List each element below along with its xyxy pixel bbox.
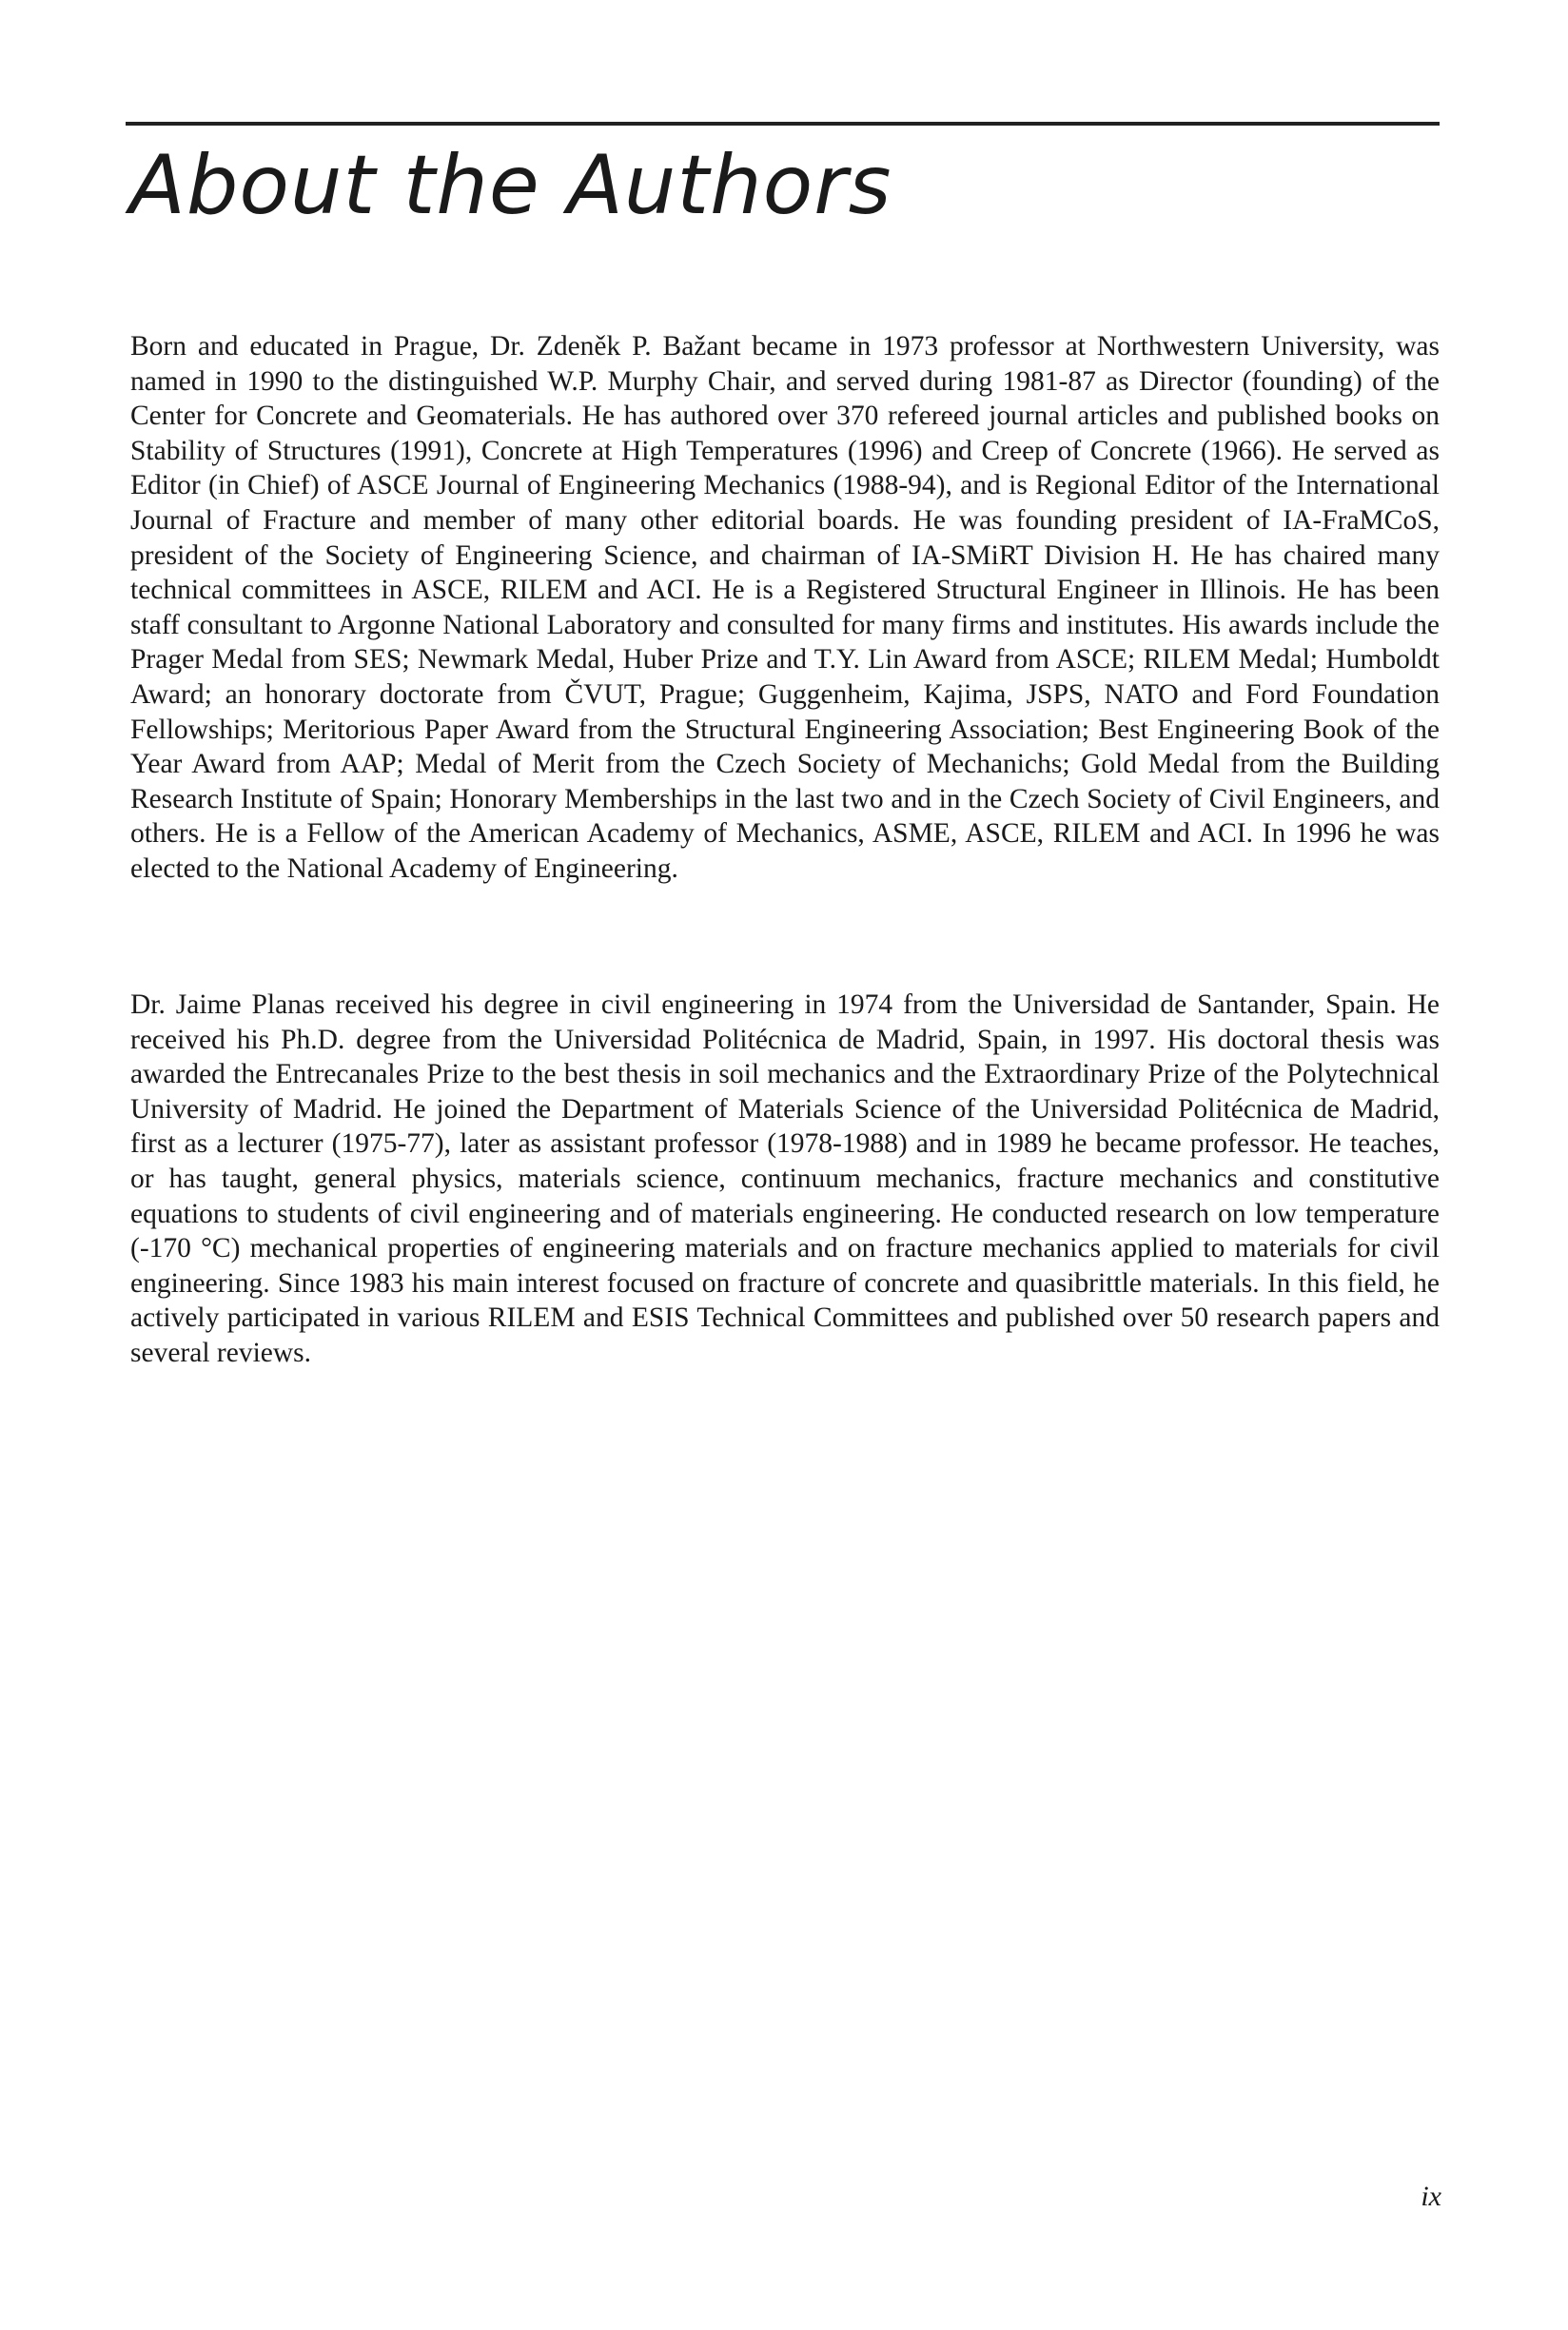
author-bio-planas: Dr. Jaime Planas received his degree in civil engineering in 1974 from the Universidad de Santander, Spain. He received his Ph.D. degree from the Universidad Politécnica de Madrid, Spain, in 1997. His doctoral thesis was awarded the Entrecanales Prize to the best thesis in soil mechanics and the Extraordinary Prize of the Polytechnical University of Madrid. He joined the Department of Materials Science of the Universidad Politécnica de Madrid, first as a lecturer (1975-77), later as assistant professor (1978-1988) and in 1989 he became professor. He teaches, or has taught, general physics, materials science, continuum mechanics, fracture mechanics and constitutive equations to students of civil engineering and of materials engineering. He conducted research on low temperature (-170 °C) mechanical properties of engineering materials and on fracture mechanics applied to materials for civil engineering. Since 1983 his main interest focused on fracture of concrete and quasibrittle materials. In this field, he actively participated in various RILEM and ESIS Technical Committees and published over 50 research papers and several reviews. <box>130 989 1440 1368</box>
page-title: About the Authors <box>129 138 892 233</box>
page-number: ix <box>1421 2181 1441 2212</box>
header-rule <box>126 122 1440 126</box>
author-bio-bazant: Born and educated in Prague, Dr. Zdeněk P. Bažant became in 1973 professor at Northwestern University, was named in 1990 to the distinguished W.P. Murphy Chair, and served during 1981-87 as Director (founding) of the Center for Concrete and Geomaterials. He has authored over 370 refereed journal articles and published books on Stability of Structures (1991), Concrete at High Temperatures (1996) and Creep of Concrete (1966). He served as Editor (in Chief) of ASCE Journal of Engineering Mechanics (1988-94), and is Regional Editor of the International Journal of Fracture and member of many other editorial boards. He was founding president of IA-FraMCoS, president of the Society of Engineering Science, and chairman of IA-SMiRT Division H. He has chaired many technical committees in ASCE, RILEM and ACI. He is a Registered Structural Engineer in Illinois. He has been staff consultant to Argonne National Laboratory and consulted for many firms and institutes. His awards include the Prager Medal from SES; Newmark Medal, Huber Prize and T.Y. Lin Award from ASCE; RILEM Medal; Humboldt Award; an honorary doctorate from ČVUT, Prague; Guggenheim, Kajima, JSPS, NATO and Ford Foundation Fellowships; Meritorious Paper Award from the Structural Engineering Association; Best Engineering Book of the Year Award from AAP; Medal of Merit from the Czech Society of Mechanichs; Gold Medal from the Building Research Institute of Spain; Honorary Memberships in the last two and in the Czech Society of Civil Engineers, and others. He is a Fellow of the American Academy of Mechanics, ASME, ASCE, RILEM and ACI. In 1996 he was elected to the National Academy of Engineering. <box>130 331 1440 884</box>
